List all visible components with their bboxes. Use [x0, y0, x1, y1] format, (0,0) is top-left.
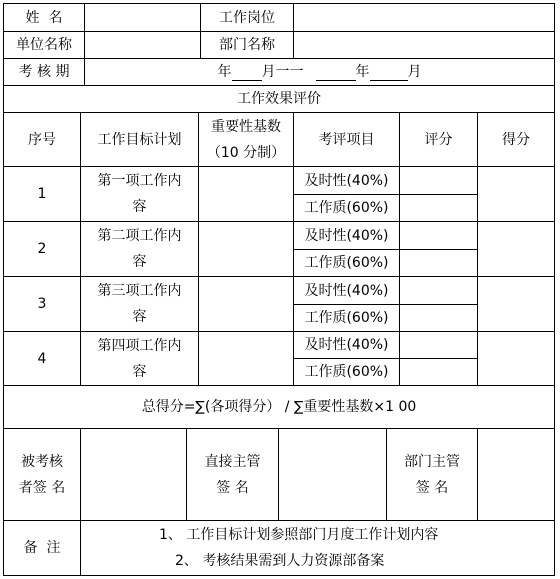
period-year-2: 年: [355, 64, 370, 80]
position-label: 工作岗位: [219, 9, 275, 26]
weight-cell[interactable]: [199, 167, 293, 221]
row-index: 1: [37, 186, 47, 202]
row-target-line1: 第四项工作内: [97, 337, 182, 354]
grid-line: [554, 3, 555, 576]
column-header-weight: [199, 113, 293, 166]
weight-cell[interactable]: [199, 277, 293, 331]
name-label: 姓 名: [25, 9, 63, 26]
score-cell[interactable]: [400, 167, 477, 194]
result-cell[interactable]: [478, 277, 554, 331]
unit-label: 单位名称: [16, 37, 72, 53]
blank-underline[interactable]: [316, 64, 356, 81]
column-header-weight-line2: （10 分制）: [206, 144, 286, 161]
unit-field[interactable]: [85, 32, 200, 58]
name-field[interactable]: [85, 4, 200, 31]
period-field[interactable]: [85, 59, 554, 85]
dept-head-label-line2: 签 名: [415, 479, 449, 496]
blank-underline[interactable]: [370, 64, 408, 81]
examinee-label-line1: 被考核: [21, 453, 63, 470]
column-header-target: 工作目标计划: [97, 131, 182, 148]
row-target: [81, 332, 198, 385]
item-timeliness: 及时性(40%): [304, 282, 389, 299]
result-cell[interactable]: [478, 167, 554, 221]
remarks-note: 2、 考核结果需到人力资源部备案: [175, 553, 385, 569]
period-year-1: 年: [217, 64, 232, 80]
row-target-line2: 容: [132, 309, 147, 325]
item-quality: 工作质(60%): [304, 310, 389, 326]
item-quality: 工作质(60%): [304, 200, 389, 216]
dept-field[interactable]: [294, 32, 554, 58]
score-cell[interactable]: [400, 250, 477, 276]
section-title: 工作效果评价: [237, 91, 321, 107]
item-quality: 工作质(60%): [304, 255, 389, 271]
examinee-label-line2: 者签 名: [18, 479, 66, 496]
score-cell[interactable]: [400, 359, 477, 385]
score-cell[interactable]: [400, 222, 477, 249]
score-cell[interactable]: [400, 305, 477, 331]
period-month-1: 月一一: [261, 64, 304, 80]
row-target-line1: 第二项工作内: [97, 228, 182, 244]
column-header-score: 评分: [424, 131, 453, 148]
supervisor-signature-field[interactable]: [279, 429, 386, 520]
item-timeliness: 及时性(40%): [304, 337, 389, 353]
dept-label: 部门名称: [219, 37, 275, 53]
supervisor-signature-label: [187, 429, 278, 520]
row-target-line1: 第一项工作内: [97, 173, 182, 189]
row-target: [81, 277, 198, 331]
dept-head-signature-field[interactable]: [478, 429, 554, 520]
column-header-item: 考评项目: [318, 131, 375, 148]
blank-underline[interactable]: [232, 64, 262, 81]
remarks-notes: [81, 521, 554, 575]
row-target: [81, 222, 198, 276]
item-timeliness: 及时性(40%): [304, 227, 389, 244]
score-cell[interactable]: [400, 195, 477, 221]
column-header-index: 序号: [28, 131, 56, 148]
score-cell[interactable]: [400, 332, 477, 358]
period-label: 考 核 期: [18, 64, 70, 80]
column-header-result: 得分: [502, 131, 530, 148]
row-target-line2: 容: [132, 254, 147, 270]
row-index: 2: [37, 241, 47, 257]
row-target-line1: 第三项工作内: [97, 283, 182, 299]
supervisor-label-line2: 签 名: [216, 479, 249, 496]
period-month-2: 月: [407, 64, 422, 80]
result-cell[interactable]: [478, 222, 554, 276]
remarks-label: 备 注: [23, 540, 61, 556]
score-cell[interactable]: [400, 277, 477, 304]
row-index: 4: [37, 350, 47, 367]
dept-head-signature-label: [387, 429, 477, 520]
row-index: 3: [37, 296, 47, 312]
position-field[interactable]: [294, 4, 554, 31]
weight-cell[interactable]: [199, 332, 293, 385]
examinee-signature-label: [4, 429, 80, 520]
weight-cell[interactable]: [199, 222, 293, 276]
row-target-line2: 容: [132, 199, 147, 215]
dept-head-label-line1: 部门主管: [404, 453, 460, 470]
remarks-note: 1、 工作目标计划参照部门月度工作计划内容: [159, 527, 439, 543]
row-target: [81, 167, 198, 221]
column-header-weight-line1: 重要性基数: [211, 118, 281, 135]
result-cell[interactable]: [478, 332, 554, 385]
grid-line: [3, 575, 555, 576]
item-timeliness: 及时性(40%): [304, 172, 389, 189]
row-target-line2: 容: [132, 363, 147, 380]
examinee-signature-field[interactable]: [81, 429, 186, 520]
supervisor-label-line1: 直接主管: [204, 453, 261, 470]
item-quality: 工作质(60%): [304, 364, 389, 380]
total-score-formula: 总得分=∑(各项得分） / ∑重要性基数×1 00: [141, 399, 417, 415]
